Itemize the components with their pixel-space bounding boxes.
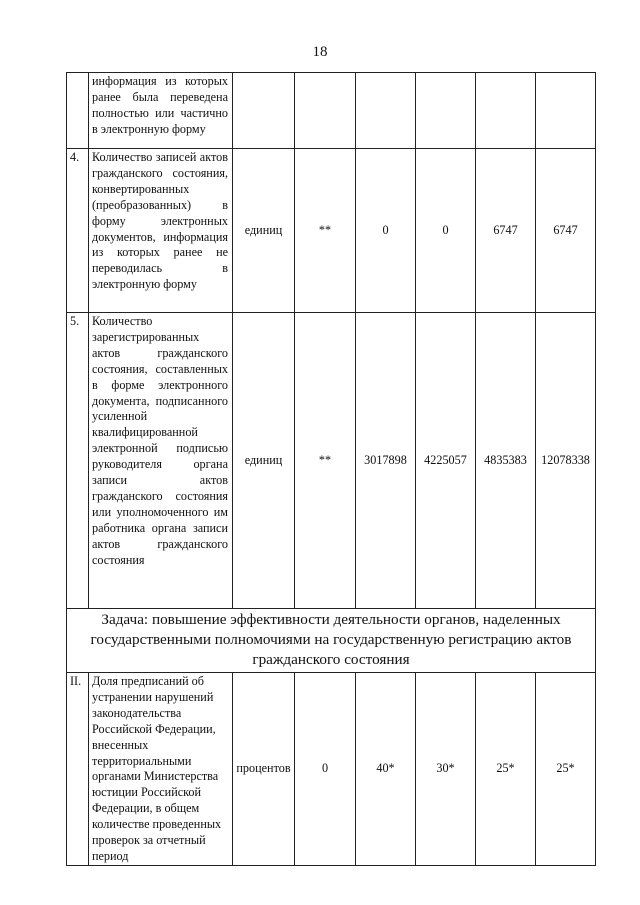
row-value-1 [356, 73, 416, 149]
row-description: информация из которых ранее была переведена полностью или частично в электронную форму [89, 73, 233, 149]
table-row [67, 149, 596, 313]
row-number: 5. [67, 313, 89, 609]
row-base-value: ** [295, 149, 356, 313]
table-row [67, 313, 596, 609]
row-value-1: 3017898 [356, 313, 416, 609]
row-unit: единиц [233, 313, 295, 609]
row-unit: единиц [233, 149, 295, 313]
row-base-value: 0 [295, 673, 356, 866]
row-value-3: 25* [476, 673, 536, 866]
row-description: Количество записей актов гражданского состояния, конвертированных (преобразованных) в форму электронных документов, информация из которых ранее не переводилась в электронную форму [89, 149, 233, 313]
row-value-2: 4225057 [416, 313, 476, 609]
row-base-value [295, 73, 356, 149]
row-value-2 [416, 73, 476, 149]
row-description: Доля предписаний об устранении нарушений законодательства Российской Федерации, внесенных территориальными органами Министерства юстиции Российской Федерации, в общем количестве проведенных проверок за отчетный период [89, 673, 233, 866]
row-base-value: ** [295, 313, 356, 609]
row-value-4: 12078338 [536, 313, 596, 609]
task-row [67, 609, 596, 673]
row-value-4 [536, 73, 596, 149]
row-value-4: 25* [536, 673, 596, 866]
row-value-3: 4835383 [476, 313, 536, 609]
row-value-1: 0 [356, 149, 416, 313]
row-number: 4. [67, 149, 89, 313]
indicators-table [66, 72, 596, 866]
row-value-1: 40* [356, 673, 416, 866]
row-value-2: 30* [416, 673, 476, 866]
row-value-4: 6747 [536, 149, 596, 313]
row-description: Количество зарегистрированных актов гражданского состояния, составленных в форме электронного документа, подписанного усиленной квалифицированной электронной подписью руководителя органа записи актов гражданского состояния или уполномоченного им работника органа записи актов гражданского состояния [89, 313, 233, 609]
row-number: II. [67, 673, 89, 866]
row-number [67, 73, 89, 149]
table-row [67, 673, 596, 866]
row-value-3 [476, 73, 536, 149]
task-heading: Задача: повышение эффективности деятельности органов, наделенных государственными полномочиями на государственную регистрацию актов гражданского состояния [67, 609, 596, 673]
page-number: 18 [312, 44, 328, 60]
table-row [67, 73, 596, 149]
row-unit [233, 73, 295, 149]
row-unit: процентов [233, 673, 295, 866]
row-value-2: 0 [416, 149, 476, 313]
row-value-3: 6747 [476, 149, 536, 313]
